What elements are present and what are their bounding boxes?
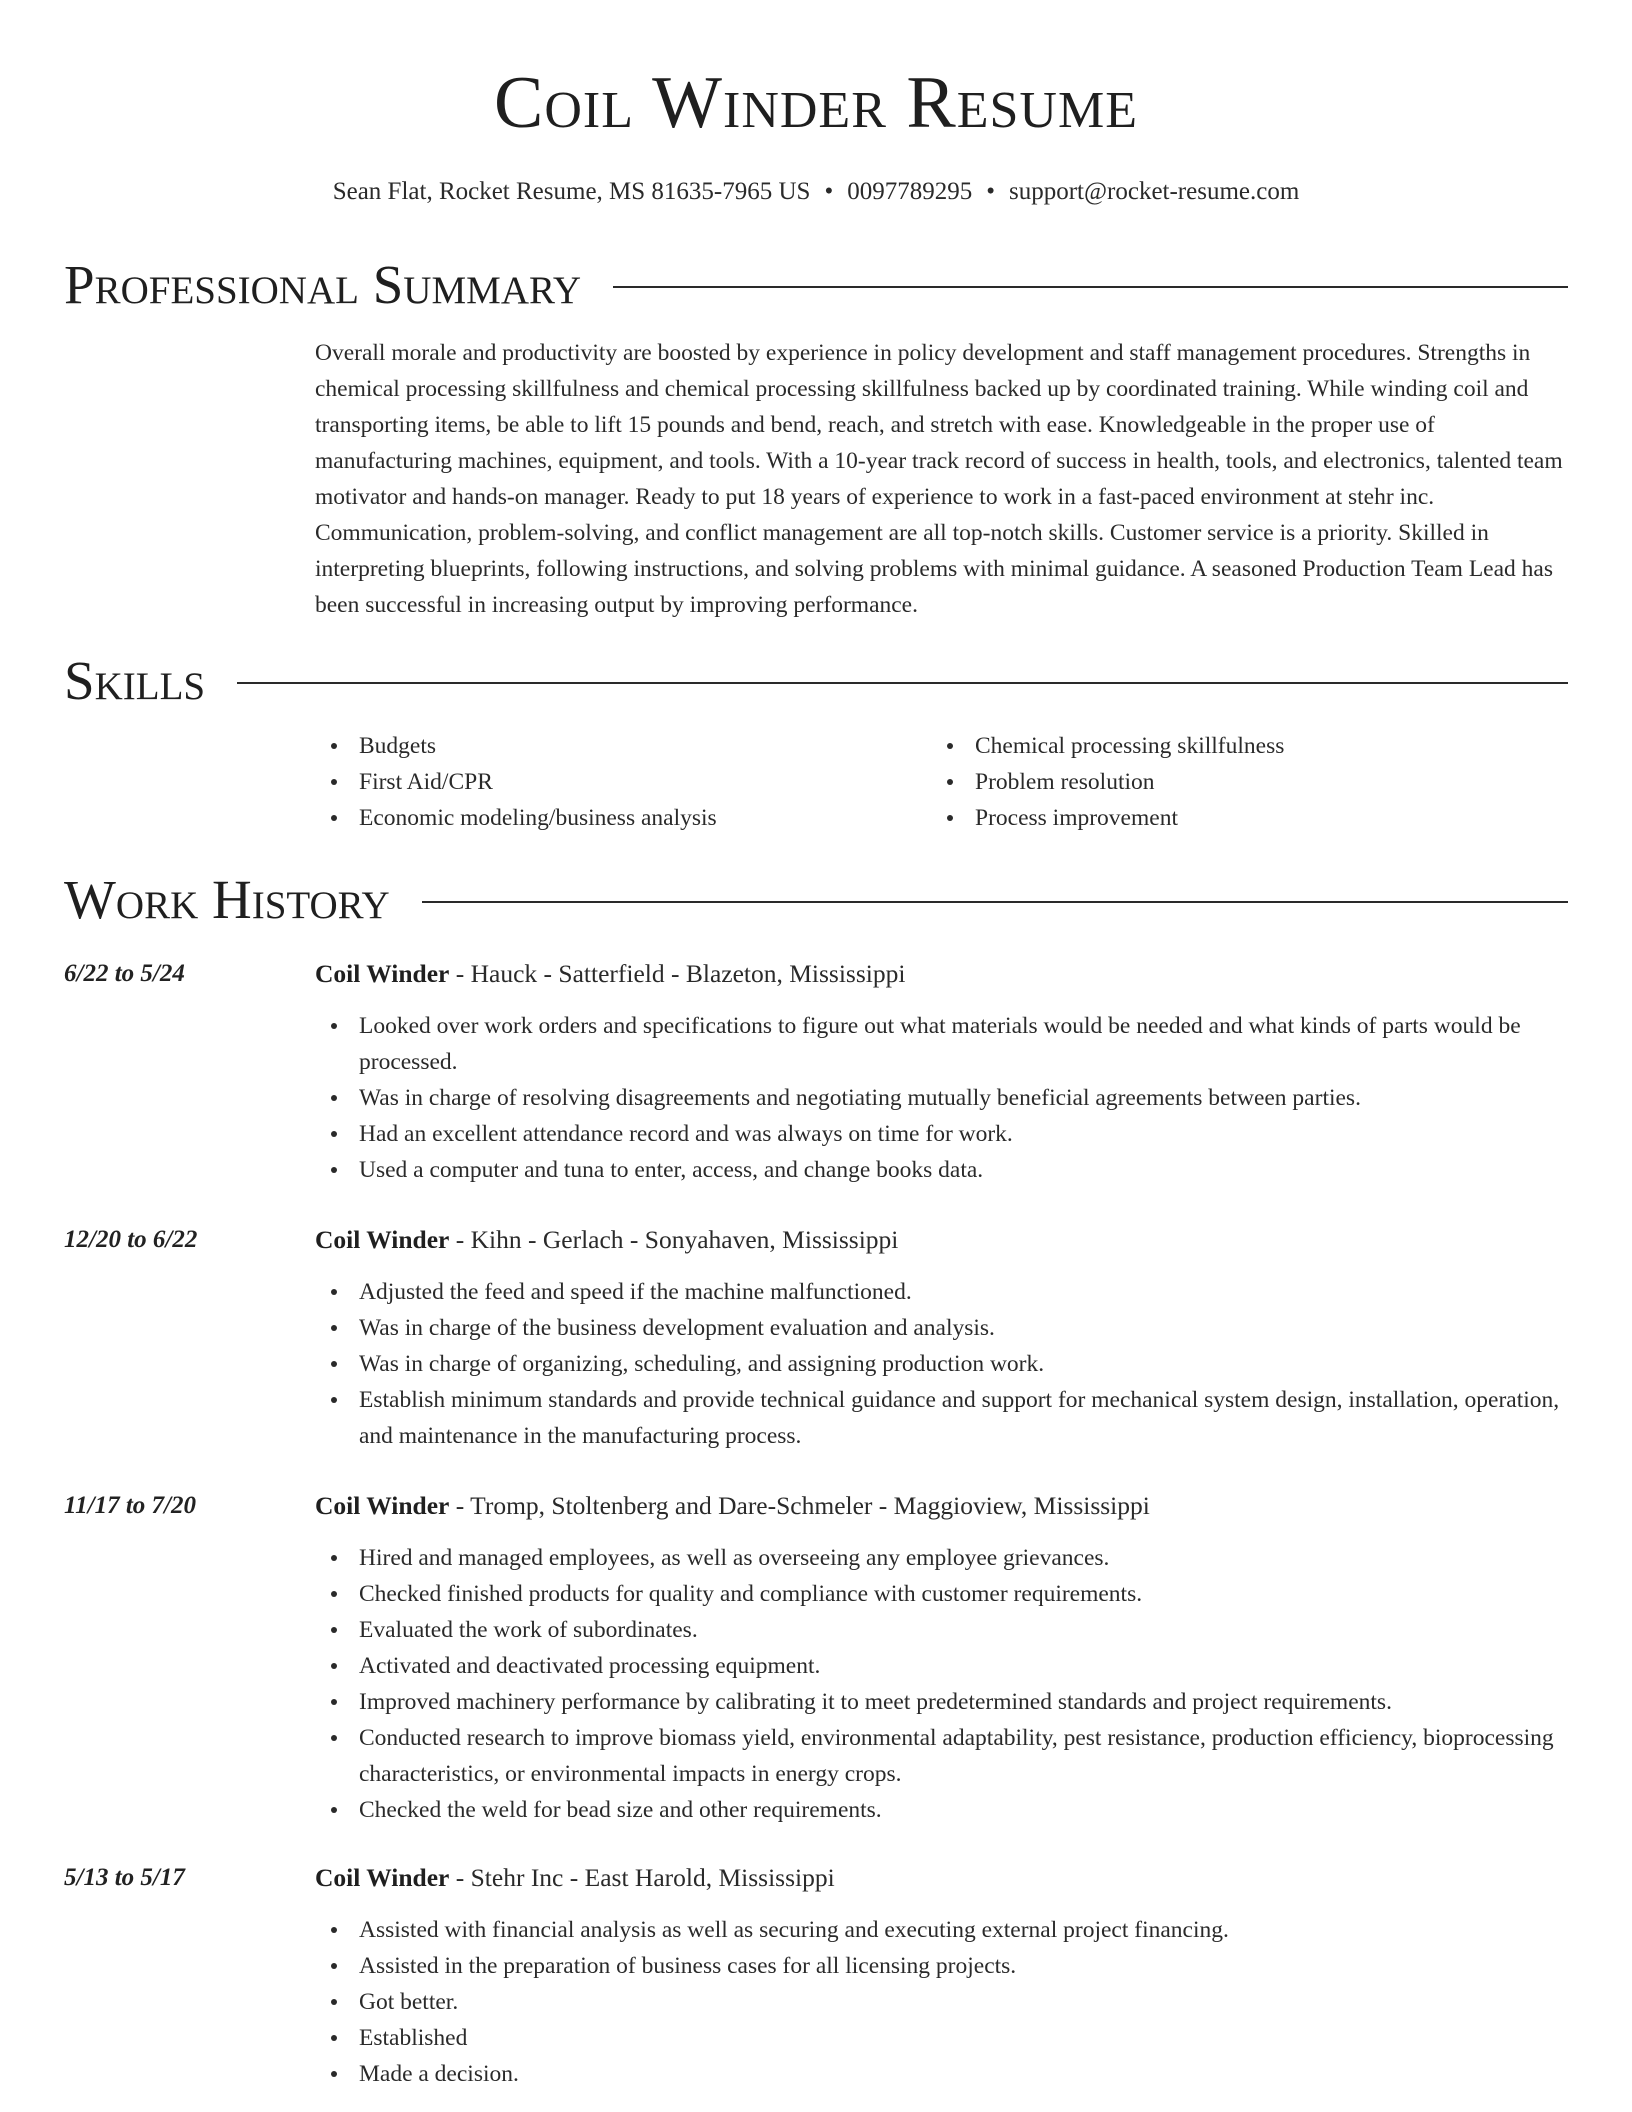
job-details	[315, 956, 1569, 1188]
job-duty: Looked over work orders and specifications to figure out what materials would be needed and what kinds of parts would be processed.	[315, 1008, 1569, 1080]
skill-item: Process improvement	[931, 800, 1547, 836]
job-duty: Checked the weld for bead size and other requirements.	[315, 1792, 1569, 1828]
job-duty: Conducted research to improve biomass yield, environmental adaptability, pest resistance, production efficiency, bioprocessing characteristics, or environmental impacts in energy crops.	[315, 1720, 1569, 1792]
skill-item: Economic modeling/business analysis	[315, 800, 931, 836]
job-header	[315, 1488, 1569, 1524]
job-duty: Assisted with financial analysis as well as securing and executing external project financing.	[315, 1912, 1569, 1948]
section-divider	[613, 286, 1568, 288]
skill-item: Problem resolution	[931, 764, 1547, 800]
job-title: Coil Winder	[315, 959, 450, 988]
job-duty: Checked finished products for quality and compliance with customer requirements.	[315, 1576, 1569, 1612]
job-header	[315, 956, 1569, 992]
summary-section-heading	[64, 252, 1568, 318]
contact-separator: •	[824, 178, 834, 205]
job-title: Coil Winder	[315, 1863, 450, 1892]
job-dates: 6/22 to 5/24	[64, 960, 185, 987]
skills-grid	[315, 728, 1565, 836]
job-employer-location: - Hauck - Satterfield - Blazeton, Mississippi	[449, 959, 906, 988]
job-employer-location: - Tromp, Stoltenberg and Dare-Schmeler - Maggioview, Mississippi	[449, 1491, 1150, 1520]
job-duty: Used a computer and tuna to enter, access, and change books data.	[315, 1152, 1569, 1188]
job-header	[315, 1860, 1569, 1896]
job-duty: Adjusted the feed and speed if the machine malfunctioned.	[315, 1274, 1569, 1310]
job-title: Coil Winder	[315, 1491, 450, 1520]
contact-address: Sean Flat, Rocket Resume, MS 81635-7965 US	[332, 178, 811, 205]
job-duty: Made a decision.	[315, 2056, 1569, 2092]
contact-line	[0, 175, 1632, 209]
skill-item: Budgets	[315, 728, 931, 764]
summary-text: Overall morale and productivity are boosted by experience in policy development and staff management procedures. Strengths in chemical processing skillfulness and chemical processing skillfulness backed up by coordinated training. While winding coil and transporting items, be able to lift 15 pounds and bend, reach, and stretch with ease. Knowledgeable in the proper use of manufacturing machines, equipment, and tools. With a 10-year track record of success in health, tools, and electronics, talented team motivator and hands-on manager. Ready to put 18 years of experience to work in a fast-paced environment at stehr inc. Communication, problem-solving, and conflict management are all top-notch skills. Customer service is a priority. Skilled in interpreting blueprints, following instructions, and solving problems with minimal guidance. A seasoned Production Team Lead has been successful in increasing output by improving performance.	[315, 340, 1563, 618]
job-duty: Was in charge of organizing, scheduling, and assigning production work.	[315, 1346, 1569, 1382]
job-dates: 5/13 to 5/17	[64, 1864, 185, 1891]
work-section-heading	[64, 867, 1568, 933]
job-duty: Establish minimum standards and provide technical guidance and support for mechanical system design, installation, operation, and maintenance in the manufacturing process.	[315, 1382, 1569, 1454]
job-duty: Evaluated the work of subordinates.	[315, 1612, 1569, 1648]
summary-heading: Professional Summary	[64, 254, 582, 315]
skill-item: First Aid/CPR	[315, 764, 931, 800]
job-duty: Was in charge of resolving disagreements and negotiating mutually beneficial agreements between parties.	[315, 1080, 1569, 1116]
job-details	[315, 1488, 1569, 1828]
job-duty: Was in charge of the business development evaluation and analysis.	[315, 1310, 1569, 1346]
job-duty: Improved machinery performance by calibrating it to meet predetermined standards and project requirements.	[315, 1684, 1569, 1720]
skills-list-right	[931, 728, 1547, 836]
job-duties-list	[315, 1274, 1569, 1454]
job-header	[315, 1222, 1569, 1258]
skills-list-left	[315, 728, 931, 836]
work-heading: Work History	[64, 869, 390, 930]
job-duty: Activated and deactivated processing equipment.	[315, 1648, 1569, 1684]
contact-separator: •	[986, 178, 995, 205]
resume-title: Coil Winder Resume	[494, 62, 1138, 144]
section-divider	[237, 682, 1568, 684]
contact-email: support@rocket-resume.com	[1009, 178, 1300, 205]
job-employer-location: - Kihn - Gerlach - Sonyahaven, Mississippi	[449, 1225, 899, 1254]
job-duties-list	[315, 1540, 1569, 1828]
section-divider	[422, 901, 1568, 903]
job-duty: Assisted in the preparation of business cases for all licensing projects.	[315, 1948, 1569, 1984]
job-duty: Established	[315, 2020, 1569, 2056]
job-duties-list	[315, 1008, 1569, 1188]
job-employer-location: - Stehr Inc - East Harold, Mississippi	[449, 1863, 835, 1892]
job-duty: Had an excellent attendance record and was always on time for work.	[315, 1116, 1569, 1152]
job-duties-list	[315, 1912, 1569, 2092]
job-dates: 12/20 to 6/22	[64, 1226, 198, 1253]
job-details	[315, 1860, 1569, 2092]
skills-column-right	[931, 728, 1547, 836]
job-duty: Got better.	[315, 1984, 1569, 2020]
job-details	[315, 1222, 1569, 1454]
skill-item: Chemical processing skillfulness	[931, 728, 1547, 764]
skills-column-left	[315, 728, 931, 836]
skills-heading: Skills	[64, 650, 206, 711]
job-dates: 11/17 to 7/20	[64, 1492, 196, 1519]
job-title: Coil Winder	[315, 1225, 450, 1254]
contact-phone: 0097789295	[847, 178, 973, 205]
skills-section-heading	[64, 648, 1568, 714]
job-duty: Hired and managed employees, as well as overseeing any employee grievances.	[315, 1540, 1569, 1576]
